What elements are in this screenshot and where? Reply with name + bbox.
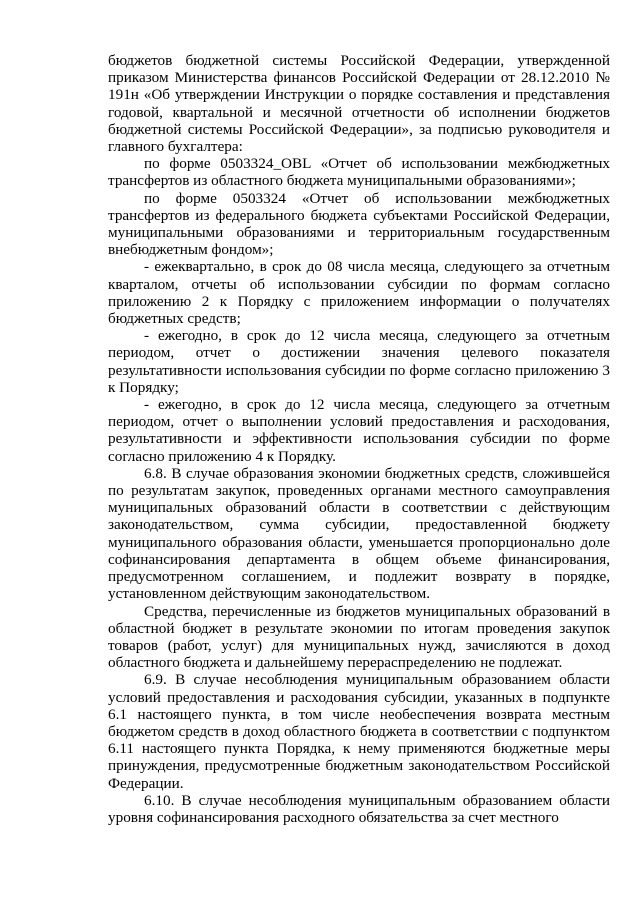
paragraph-annual-indicator-report: - ежегодно, в срок до 12 числа месяца, следующего за отчетным периодом, отчет о достижении значения целевого показателя результативности использования субсидии по форме согласно приложению 3 к Порядку; [108,327,610,396]
paragraph-savings-funds: Средства, перечисленные из бюджетов муниципальных образований в областной бюджет в результате экономии по итогам проведения закупок товаров (работ, услуг) для муниципальных нужд, зачисляются в доход областного бюджета и дальнейшему перераспределению не подлежат. [108,602,610,672]
paragraph-annual-conditions-report: - ежегодно, в срок до 12 числа месяца, следующего за отчетным периодом, отчет о выполнении условий предоставления и расходования, результативности и эффективности использования субсидии по форме согласно приложению 4 к Порядку. [108,396,610,465]
paragraph-quarterly-report: - ежеквартально, в срок до 08 числа месяца, следующего за отчетным кварталом, отчеты об использовании субсидии по формам согласно приложению 2 к Порядку с приложением информации о получателях бюджетных средств; [108,258,610,328]
paragraph-6-10: 6.10. В случае несоблюдения муниципальным образованием области уровня софинансирования расходного обязательства за счет местного [108,791,610,826]
document-page [108,52,610,826]
paragraph-form-0503324: по форме 0503324 «Отчет об использовании межбюджетных трансфертов из федерального бюджета субъектами Российской Федерации, муниципальными образованиями и территориальным государственным внебюджетным фондом»; [108,189,610,259]
paragraph-6-8: 6.8. В случае образования экономии бюджетных средств, сложившейся по результатам закупок, проведенных органами местного самоуправления муниципальных образований области в соответствии с действующим законодательством, сумма субсидии, предоставленной бюджету муниципального образования области, уменьшается пропорционально доле софинансирования департамента в общем объеме финансирования, предусмотренном соглашением, и подлежит возврату в порядке, установленном действующим законодательством. [108,464,610,603]
paragraph-6-9: 6.9. В случае несоблюдения муниципальным образованием области условий предоставления и расходования субсидии, указанных в подпункте 6.1 настоящего пункта, в том числе необеспечения возврата местным бюджетом средств в доход областного бюджета в соответствии с подпунктом 6.11 настоящего пункта Порядка, к нему применяются бюджетные меры принуждения, предусмотренные бюджетным законодательством Российской Федерации. [108,671,610,792]
paragraph-form-0503324-obl: по форме 0503324_OBL «Отчет об использовании межбюджетных трансфертов из областного бюджета муниципальными образованиями»; [108,155,610,190]
paragraph-reporting-intro: бюджетов бюджетной системы Российской Федерации, утвержденной приказом Министерства финансов Российской Федерации от 28.12.2010 № 191н «Об утверждении Инструкции о порядке составления и представления годовой, квартальной и месячной отчетности об исполнении бюджетов бюджетной системы Российской Федерации», за подписью руководителя и главного бухгалтера: [108,52,610,156]
